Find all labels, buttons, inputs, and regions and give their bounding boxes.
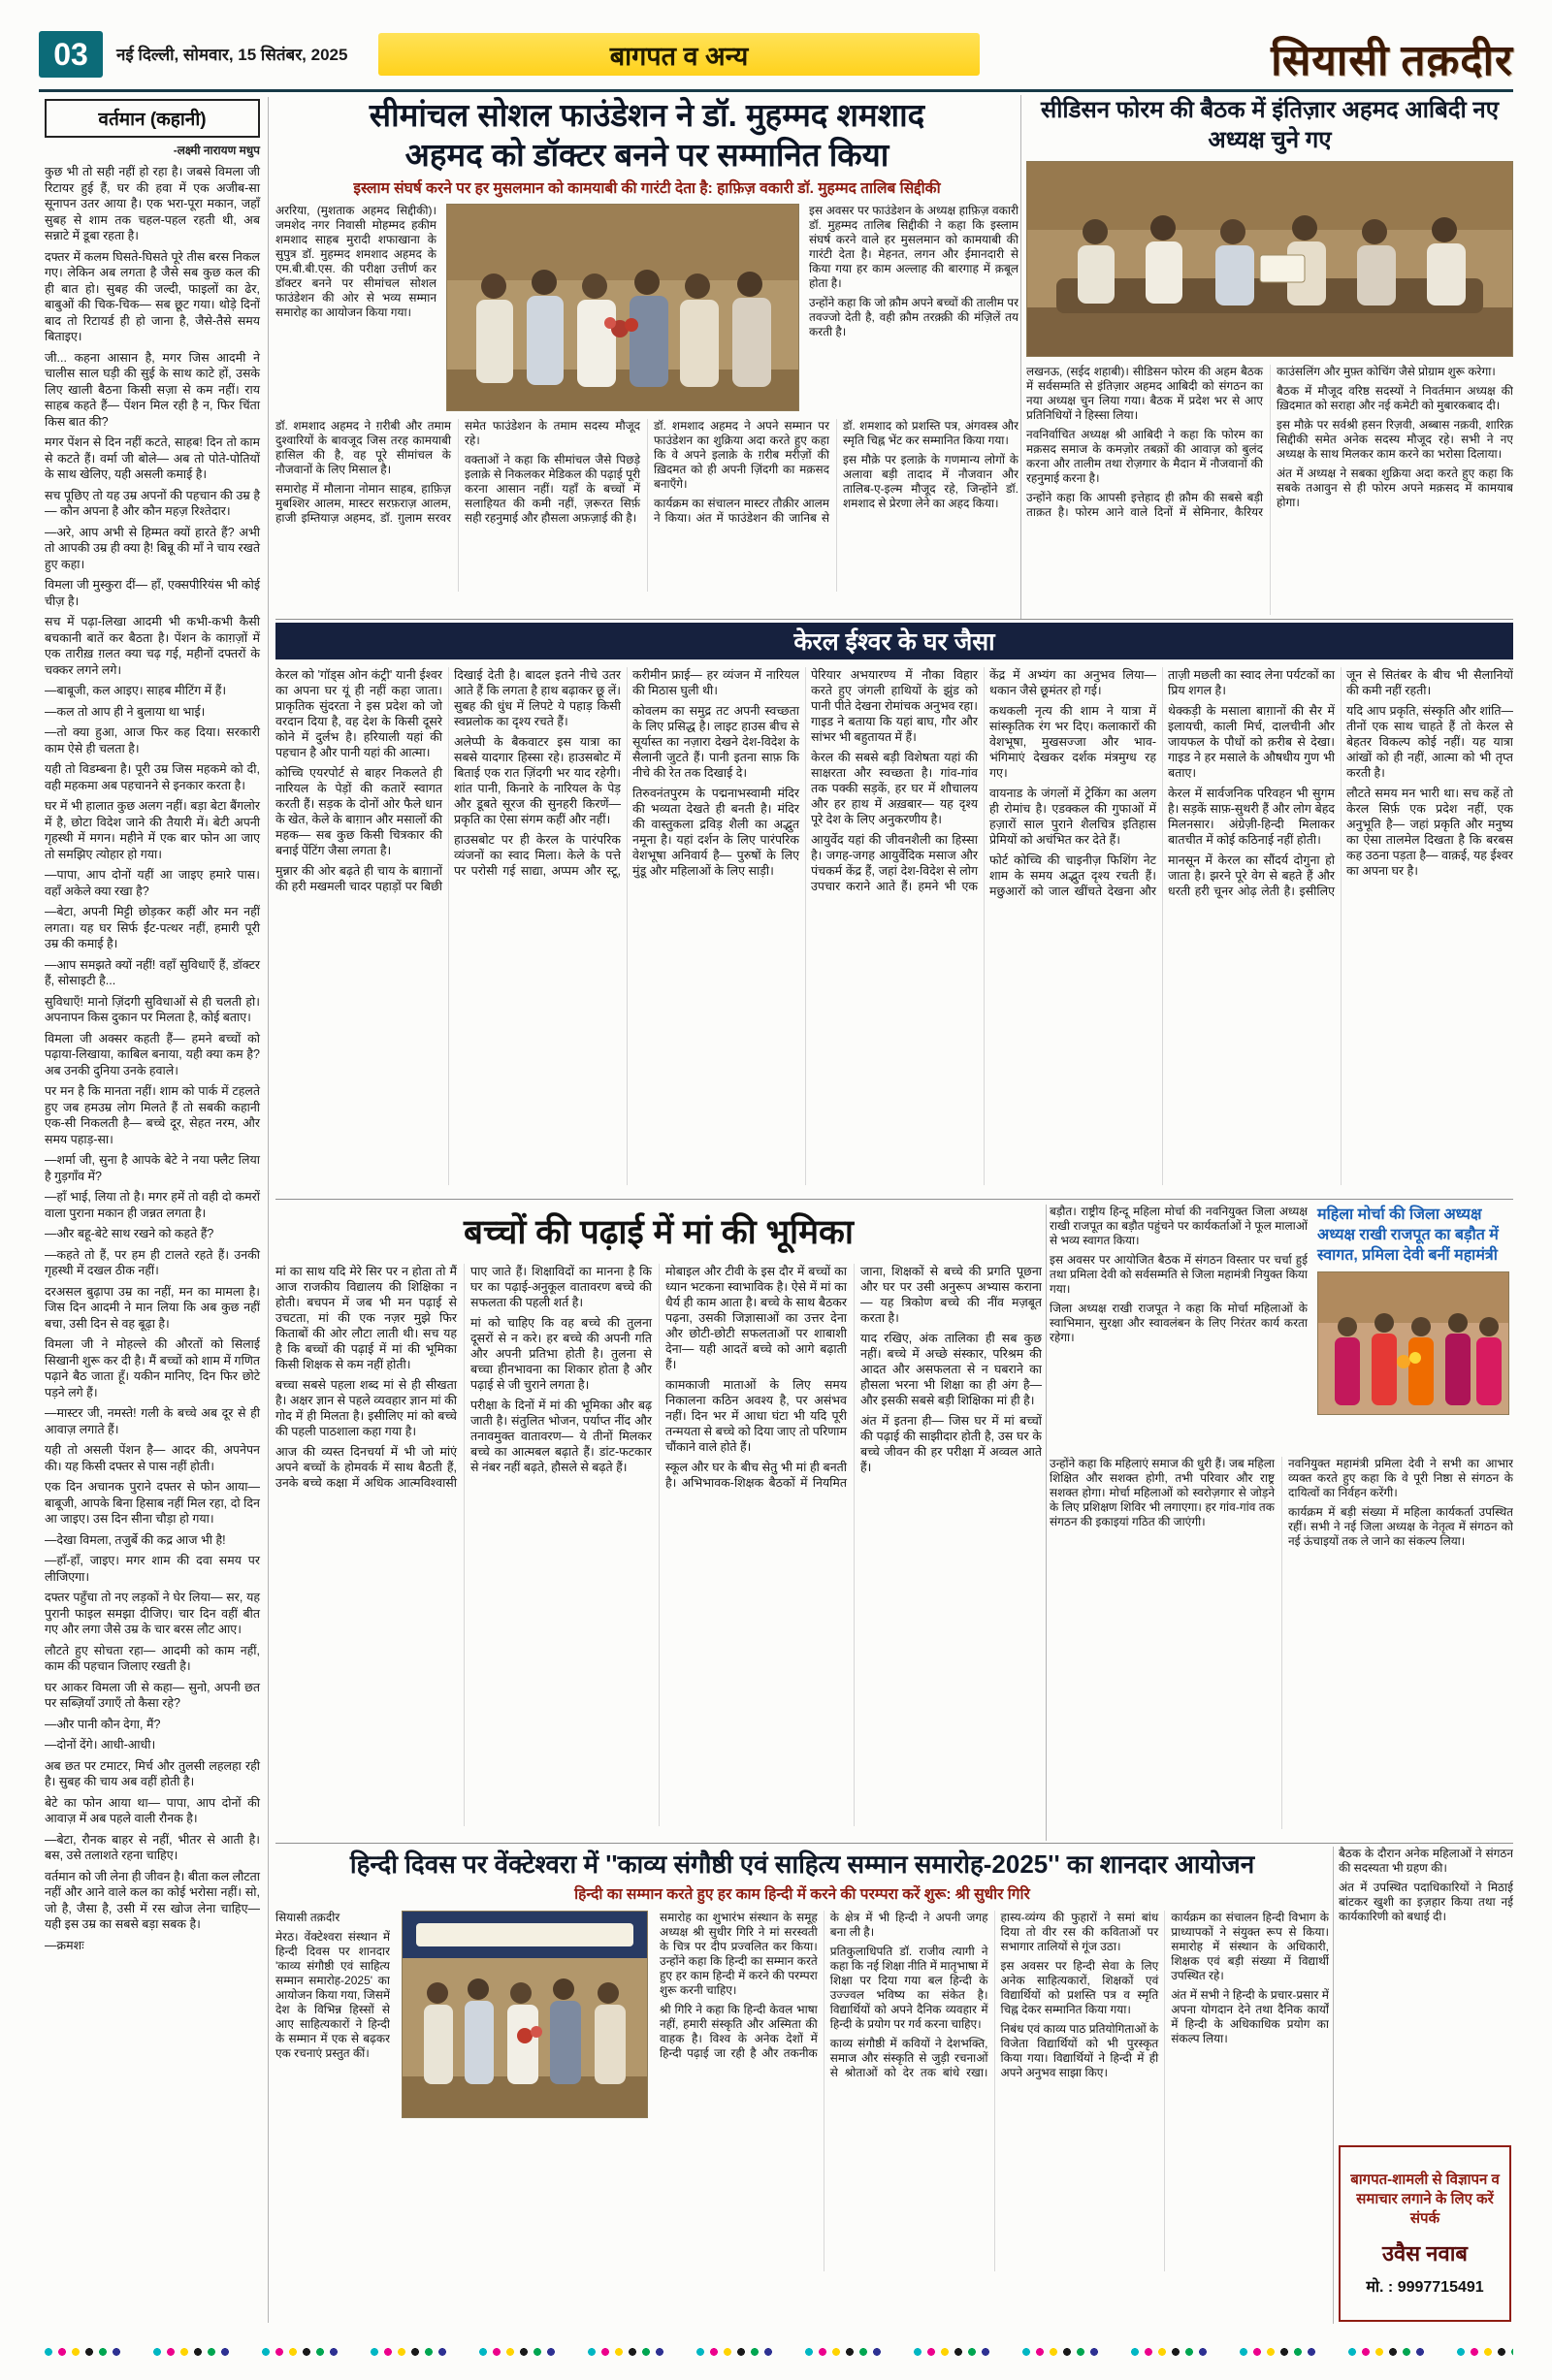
article-hindi-diwas <box>275 1847 1329 2324</box>
masthead-title: सियासी तक़दीर <box>1271 37 1513 84</box>
paragraph: इस मौक़े पर सर्वश्री हसन रिज़वी, अब्बास नक़वी, शारिक़ सिद्दीकी समेत अनेक सदस्य मौजूद रहे। सभी ने नए अध्यक्ष के साथ मिलकर काम करने का भरोसा दिलाया। <box>1277 418 1513 461</box>
page-date: नई दिल्ली, सोमवार, 15 सितंबर, 2025 <box>116 46 348 64</box>
paragraph: तिरुवनंतपुरम के पद्मनाभस्वामी मंदिर की भव्यता देखते ही बनती है। मंदिर की वास्तुकला द्रविड़ शैली का अद्भुत नमूना है। यहां दर्शन के लिए पारंपरिक वेशभूषा अनिवार्य है— पुरुषों के लिए मुंडू और महिलाओं के लिए साड़ी। <box>632 787 799 878</box>
article-mahila-morcha <box>1050 1205 1513 1841</box>
paragraph: इस मौक़े पर इलाक़े के गणमान्य लोगों के अलावा बड़ी तादाद में नौजवान और तालिब-ए-इल्म मौजूद रहे, जिन्होंने डॉ. शमशाद से प्रेरणा लेने का अहद किया। <box>843 453 1018 510</box>
headline: बच्चों की पढ़ाई में मां की भूमिका <box>463 1213 854 1251</box>
article-column <box>275 1911 390 2271</box>
headline-photo-stack <box>1317 1205 1509 1449</box>
paragraph: मुन्नार की ओर बढ़ते ही चाय के बाग़ानों की हरी मखमली चादर पहाड़ों पर बिछी दिखाई देती है। बादल इतने नीचे उतर आते हैं कि लगता है हाथ बढ़ाकर छू लें। सुबह की धुंध में लिपटे ये पहाड़ किसी स्वप्नलोक का दृश्य रचते हैं। <box>275 668 621 893</box>
paragraph: —बेटा, अपनी मिट्टी छोड़कर कहीं और मन नहीं लगता। यह घर सिर्फ ईंट-पत्थर नहीं, हमारी पूरी उम्र की कमाई है। <box>45 905 260 950</box>
paragraph: लौटते हुए सोचता रहा— आदमी को काम नहीं, काम की पहचान जिलाए रखती है। <box>45 1643 260 1673</box>
paragraph: —दोनों देंगे। आधी-आधी। <box>45 1738 156 1752</box>
paragraph: जिला अध्यक्ष राखी राजपूत ने कहा कि मोर्चा महिलाओं के स्वाभिमान, सुरक्षा और स्वावलंबन के लिए निरंतर कार्य करता रहेगा। <box>1050 1302 1308 1344</box>
photo-illustration <box>1318 1272 1508 1414</box>
paragraph: अंत में अध्यक्ष ने सबका शुक्रिया अदा करते हुए कहा कि सबके तआवुन से ही फोरम अपने मक़सद में कामयाब होगा। <box>1277 466 1513 509</box>
kerala-headline-band: केरल ईश्वर के घर जैसा <box>275 623 1513 659</box>
paragraph: यही तो विडम्बना है। पूरी उम्र जिस महकमे को दी, वही महकमा अब पहचानने से इनकार करता है। <box>45 762 260 792</box>
section-divider <box>275 1843 1513 1844</box>
paragraph: —क्रमशः <box>45 1938 84 1952</box>
paragraph: बैठक के दौरान अनेक महिलाओं ने संगठन की सदस्यता भी ग्रहण की। <box>1339 1847 1513 1875</box>
paragraph: इस अवसर पर आयोजित बैठक में संगठन विस्तार पर चर्चा हुई तथा प्रमिला देवी को सर्वसम्मति से जिला महामंत्री नियुक्त किया गया। <box>1050 1253 1308 1296</box>
page-number: 03 <box>39 31 103 78</box>
contact-advert <box>1339 2145 1511 2322</box>
paragraph: —कल तो आप ही ने बुलाया था भाई। <box>45 704 206 719</box>
paragraph: —बाबूजी, कल आइए। साहब मीटिंग में हैं। <box>45 684 227 697</box>
advert-text: बागपत-शामली से विज्ञापन व समाचार लगाने के लिए करें संपर्क <box>1350 2171 1500 2227</box>
paragraph: वायनाड के जंगलों में ट्रेकिंग का अलग ही रोमांच है। एडक्कल की गुफाओं में हज़ारों साल पुराने शैलचित्र इतिहास प्रेमियों को अचंभित कर देते हैं। <box>989 787 1156 847</box>
article-bottom-columns <box>275 419 1018 592</box>
article-mother-role <box>275 1205 1042 1841</box>
paragraph: —हाँ-हाँ, जाइए। मगर शाम की दवा समय पर लीजिएगा। <box>45 1554 260 1584</box>
paragraph: स्कूल और घर के बीच सेतु भी मां ही बनती है। अभिभावक-शिक्षक बैठकों में नियमित जाना, शिक्षकों से बच्चे की प्रगति पूछना और घर पर उसी अनुरूप अभ्यास कराना— यह त्रिकोण बच्चे की नींव मज़बूत करता है। <box>665 1265 1042 1490</box>
section-divider <box>275 1199 1513 1200</box>
paragraph: डॉ. शमशाद अहमद ने ग़रीबी और तमाम दुश्वारियों के बावजूद जिस तरह कामयाबी हासिल की है, वह पूरे सीमांचल के नौजवानों के लिए मिसाल है। <box>275 419 451 476</box>
paragraph: —मास्टर जी, नमस्ते! गली के बच्चे अब दूर से ही आवाज़ लगाते हैं। <box>45 1406 260 1436</box>
article-top-row <box>275 204 1018 411</box>
article-seemanchal <box>275 95 1018 619</box>
paragraph: दरअसल बुढ़ापा उम्र का नहीं, मन का मामला है। जिस दिन आदमी ने मान लिया कि अब कुछ नहीं बचा, उसी दिन से वह बूढ़ा है। <box>45 1284 260 1331</box>
story-byline: -लक्ष्मी नारायण मधुप <box>173 144 260 157</box>
paragraph: पर मन है कि मानता नहीं। शाम को पार्क में टहलते हुए जब हमउम्र लोग मिलते हैं तो सबकी कहानी एक-सी निकलती है— बच्चे दूर, सेहत नरम, और समय पहाड़-सा। <box>45 1084 260 1146</box>
story-body <box>39 164 266 2298</box>
paragraph: श्री गिरि ने कहा कि हिन्दी केवल भाषा नहीं, हमारी संस्कृति और अस्मिता की वाहक है। विश्व के अनेक देशों में हिन्दी पढ़ाई जा रही है और तकनीक के क्षेत्र में भी हिन्दी ने अपनी जगह बना ली है। <box>660 1911 988 2060</box>
article-columns <box>1026 365 1513 615</box>
paragraph: समारोह में मौलाना नोमान साहब, हाफ़िज़ मुबश्शिर आलम, मास्टर सरफ़राज़ आलम, हाजी इम्तियाज़ अहमद, डॉ. ग़ुलाम सरवर समेत फाउंडेशन के तमाम सदस्य मौजूद रहे। <box>275 419 640 525</box>
paragraph: जी... कहना आसान है, मगर जिस आदमी ने चालीस साल घड़ी की सुई के साथ काटे हों, उसके लिए खाली बैठना किसी सज़ा से कम नहीं। राय साहब कहते हैं— पेंशन मिल रही है न, फिर चिंता किस बात की? <box>45 350 260 429</box>
paragraph: इस अवसर पर फाउंडेशन के अध्यक्ष हाफ़िज़ वकारी डॉ. मुहम्मद तालिब सिद्दीकी ने कहा कि इस्लाम संघर्ष करने वाले हर मुसलमान को कामयाबी की गारंटी देता है। मेहनत, लगन और ईमानदारी से किया गया हर काम अल्लाह की बारगाह में क़बूल होता है। <box>809 204 1018 290</box>
headline: हिन्दी दिवस पर वेंक्टेश्वरा में ''काव्य संगौष्ठी एवं साहित्य सम्मान समारोह-2025'' का शानदार आयोजन <box>349 1849 1255 1879</box>
paragraph: मगर पेंशन से दिन नहीं कटते, साहब! दिन तो काम से कटते हैं। वर्मा जी बोले— अब तो पोते-पोतियों के साथ खेलिए, यही असली कमाई है। <box>45 435 260 481</box>
story-title: वर्तमान (कहानी) <box>45 99 260 138</box>
headline-line1: सीमांचल सोशल फाउंडेशन ने डॉ. मुहम्मद शमशाद <box>369 97 925 133</box>
subheadline: इस्लाम संघर्ष करने पर हर मुसलमान को कामयाबी की गारंटी देता है: हाफ़िज़ वकारी डॉ. मुहम्मद तालिब सिद्दीकी <box>353 180 941 197</box>
paragraph: अंत में सभी ने हिन्दी के प्रचार-प्रसार में अपना योगदान देने तथा दैनिक कार्यों में हिन्दी के अधिकाधिक प्रयोग का संकल्प लिया। <box>1171 1988 1329 2045</box>
paragraph: हाउसबोट पर ही केरल के पारंपरिक व्यंजनों का स्वाद मिला। केले के पत्ते पर परोसी गई साद्या, अप्पम और स्टू, करीमीन फ्राई— हर व्यंजन में नारियल की मिठास घुली थी। <box>454 668 799 878</box>
paragraph: अंत में उपस्थित पदाधिकारियों ने मिठाई बांटकर खुशी का इज़हार किया तथा नई कार्यकारिणी को बधाई दी। <box>1339 1881 1513 1923</box>
section-divider <box>275 619 1513 620</box>
paragraph: बेटे का फोन आया था— पापा, आप दोनों की आवाज़ में अब पहले वाली रौनक है। <box>45 1795 260 1825</box>
paragraph: वक्ताओं ने कहा कि सीमांचल जैसे पिछड़े इलाक़े से निकलकर मेडिकल की पढ़ाई पूरी करना आसान नहीं। यहाँ के बच्चों में सलाहियत की कमी नहीं, ज़रूरत सिर्फ़ सही रहनुमाई और हौसला अफ़ज़ाई की है। <box>465 453 640 525</box>
paragraph: इस अवसर पर हिन्दी सेवा के लिए अनेक साहित्यकारों, शिक्षकों एवं विद्यार्थियों को प्रशस्ति पत्र व स्मृति चिह्न देकर सम्मानित किया गया। <box>1000 1959 1159 2016</box>
paragraph: फोर्ट कोच्चि की चाइनीज़ फिशिंग नेट शाम के समय अद्भुत दृश्य रचती हैं। मछुआरों को जाल खींचते देखना और ताज़ी मछली का स्वाद लेना पर्यटकों का प्रिय शगल है। <box>989 668 1335 898</box>
article-top-row <box>1050 1205 1513 1449</box>
paragraph: यही तो असली पेंशन है— आदर की, अपनेपन की। यह किसी दफ्तर से पास नहीं होती। <box>45 1443 260 1473</box>
paragraph: कोच्चि एयरपोर्ट से बाहर निकलते ही नारियल के पेड़ों की कतारें स्वागत करती हैं। सड़क के दोनों ओर फैले धान के खेत, केले के बाग़ान और मसालों की महक— सब कुछ किसी चित्रकार की बनाई पेंटिंग जैसा लगता है। <box>275 766 442 857</box>
paragraph: मोबाइल और टीवी के इस दौर में बच्चों का ध्यान भटकना स्वाभाविक है। ऐसे में मां का धैर्य ही काम आता है। बच्चे के साथ बैठकर पढ़ना, उसकी जिज्ञासाओं का उत्तर देना और छोटी-छोटी सफलताओं पर शाबाशी देना— यही आदतें बच्चे को आगे बढ़ाती हैं। <box>665 1265 847 1371</box>
article-columns <box>275 667 1513 1185</box>
headline: सीडिसन फोरम की बैठक में इंतिज़ार अहमद आबिदी नए अध्यक्ष चुने गए <box>1040 97 1500 153</box>
paragraph: प्रतिकुलाधिपति डॉ. राजीव त्यागी ने कहा कि नई शिक्षा नीति में मातृभाषा में शिक्षा पर दिया गया बल हिन्दी के उज्ज्वल भविष्य का संकेत है। विद्यार्थियों को अपने दैनिक व्यवहार में हिन्दी के प्रयोग पर गर्व करना चाहिए। <box>829 1945 988 2031</box>
advert-phone-number: मो. : 9997715491 <box>1366 2279 1484 2296</box>
paragraph: नवनियुक्त महामंत्री प्रमिला देवी ने सभी का आभार व्यक्त करते हुए कहा कि वे पूरी निष्ठा से संगठन के दायित्वों का निर्वहन करेंगी। <box>1288 1457 1513 1499</box>
subheadline: हिन्दी का सम्मान करते हुए हर काम हिन्दी में करने की परम्परा करें शुरू: श्री सुधीर गिरि <box>574 1886 1030 1903</box>
paragraph: —बेटा, रौनक बाहर से नहीं, भीतर से आती है। बस, उसे तलाशते रहना चाहिए। <box>45 1832 260 1862</box>
paragraph: —तो क्या हुआ, आज फिर कह दिया। सरकारी काम ऐसे ही चलता है। <box>45 725 260 756</box>
paragraph: —और पानी कौन देगा, मैं? <box>45 1717 161 1731</box>
paragraph: निबंध एवं काव्य पाठ प्रतियोगिताओं के विजेता विद्यार्थियों को भी पुरस्कृत किया गया। विद्यार्थियों ने हिन्दी में ही अपने अनुभव साझा किए। <box>1000 2022 1159 2079</box>
paragraph: विमला जी मुस्कुरा दीं— हाँ, एक्सपीरियंस भी कोई चीज़ है। <box>45 578 260 608</box>
paragraph: थेक्कड़ी के मसाला बाग़ानों की सैर में इलायची, काली मिर्च, दालचीनी और जायफल के पौधों को क़रीब से देखा। गाइड ने हर मसाले के औषधीय गुण भी बताए। <box>1168 704 1335 780</box>
paragraph: घर आकर विमला जी से कहा— सुनो, अपनी छत पर सब्ज़ियाँ उगाएँ तो कैसा रहे? <box>45 1680 260 1710</box>
article-kerala <box>275 623 1513 1193</box>
paragraph: नवनिर्वाचित अध्यक्ष श्री आबिदी ने कहा कि फोरम का मक़सद समाज के कमज़ोर तबक़ों की आवाज़ को बुलंद करना और तालीम तथा रोज़गार के मैदान में नौजवानों की रहनुमाई करना है। <box>1026 428 1263 485</box>
photo-illustration <box>447 205 798 410</box>
header-divider <box>39 89 1513 92</box>
paragraph: आज की व्यस्त दिनचर्या में भी जो मांएं अपने बच्चों के होमवर्क में साथ बैठती हैं, उनके बच्चे कक्षा में अधिक आत्मविश्वासी पाए जाते हैं। शिक्षाविदों का मानना है कि घर का पढ़ाई-अनुकूल वातावरण बच्चे की सफलता की पहली शर्त है। <box>275 1265 652 1490</box>
paragraph: लखनऊ, (सईद शहाबी)। सीडिसन फोरम की अहम बैठक में सर्वसम्मति से इंतिज़ार अहमद आबिदी को संगठन का नया अध्यक्ष चुन लिया गया। बैठक में प्रदेश भर से आए प्रतिनिधियों ने हिस्सा लिया। <box>1026 365 1263 422</box>
paragraph: परीक्षा के दिनों में मां की भूमिका और बढ़ जाती है। संतुलित भोजन, पर्याप्त नींद और तनावमुक्त वातावरण— ये तीनों मिलकर बच्चे का आत्मबल बढ़ाते हैं। डांट-फटकार से नंबर नहीं बढ़ते, हौसले से बढ़ते हैं। <box>470 1399 652 1474</box>
mahila-continuation-column <box>1339 1847 1513 2138</box>
paragraph: सच पूछिए तो यह उम्र अपनों की पहचान की उम्र है— कौन अपना है और कौन महज़ रिश्तेदार। <box>45 488 260 518</box>
paragraph: दफ्तर पहुँचा तो नए लड़कों ने घेर लिया— सर, यह पुरानी फाइल समझा दीजिए। चार दिन वहीं बीत गए और लगा जैसे उम्र के चार बरस लौट आए। <box>45 1591 260 1636</box>
paragraph: बड़ौत। राष्ट्रीय हिन्दू महिला मोर्चा की नवनियुक्त जिला अध्यक्ष राखी राजपूत का बड़ौत पहुंचने पर कार्यकर्ताओं ने फूल मालाओं से भव्य स्वागत किया। <box>1050 1205 1308 1247</box>
paragraph: केरल को 'गॉड्स ओन कंट्री' यानी ईश्वर का अपना घर यूं ही नहीं कहा जाता। प्राकृतिक सुंदरता ने इस प्रदेश को जो वरदान दिया है, वह देश के किसी दूसरे कोने में दुर्लभ है। हरियाली यहां की पहचान है और पानी यहां की आत्मा। <box>275 668 442 759</box>
article-column <box>275 204 436 411</box>
paragraph: पेरियार अभयारण्य में नौका विहार करते हुए जंगली हाथियों के झुंड को पानी पीते देखना रोमांचक अनुभव रहा। गाइड ने बताया कि यहां बाघ, गौर और सांभर भी बहुतायत में हैं। <box>811 668 978 744</box>
paragraph: दफ्तर में कलम घिसते-घिसते पूरे तीस बरस निकल गए। लेकिन अब लगता है जैसे सब कुछ कल की ही बात हो। सुबह की जल्दी, फाइलों का ढेर, बाबुओं की चिक-चिक— सब छूट गया। थोड़े दिनों बाद तो रिटायर्ड ही हो जाना है, जैसे-तैसे समय बिताइए। <box>45 249 260 343</box>
paragraph: —देखा विमला, तजुर्बे की कद्र आज भी है! <box>45 1532 226 1547</box>
section-badge: बागपत व अन्य <box>378 33 980 76</box>
paragraph: उन्होंने कहा कि आपसी इत्तेहाद ही क़ौम की सबसे बड़ी ताक़त है। फोरम आने वाले दिनों में सेमिनार, कैरियर काउंसलिंग और मुफ़्त कोचिंग जैसे प्रोग्राम शुरू करेगा। <box>1026 365 1496 519</box>
paragraph: उन्होंने कहा कि महिलाएं समाज की धुरी हैं। जब महिला शिक्षित और सशक्त होगी, तभी परिवार और राष्ट्र सशक्त होगा। मोर्चा महिलाओं को स्वरोज़गार से जोड़ने के लिए प्रशिक्षण शिविर भी लगाएगा। हर गांव-गांव तक संगठन की इकाइयां गठित की जाएंगी। <box>1050 1457 1275 1528</box>
paragraph: घर में भी हालात कुछ अलग नहीं। बड़ा बेटा बैंगलोर में है, छोटा विदेश जाने की तैयारी में। बेटी अपनी गृहस्थी में मगन। महीने में एक बार फोन आ जाए तो समझिए त्योहार हो गया। <box>45 799 260 861</box>
article-column <box>1050 1205 1308 1449</box>
paragraph: सुविधाएँ! मानो ज़िंदगी सुविधाओं से ही चलती हो। अपनापन किस दुकान पर मिलता है, कोई बताए। <box>45 994 260 1024</box>
paragraph: कार्यक्रम का संचालन हिन्दी विभाग के प्राध्यापकों ने संयुक्त रूप से किया। समारोह में संस्थान के अधिकारी, शिक्षक एवं बड़ी संख्या में विद्यार्थी उपस्थित रहे। <box>1171 1911 1329 1982</box>
paragraph: —और बहू-बेटे साथ रखने को कहते हैं? <box>45 1227 214 1240</box>
story-column <box>39 97 266 2323</box>
paragraph: —हाँ भाई, लिया तो है। मगर हमें तो वही दो कमरों वाला पुराना मकान ही जन्नत लगता है। <box>45 1190 260 1220</box>
paragraph: —आप समझते क्यों नहीं! वहाँ सुविधाएँ हैं, डॉक्टर हैं, सोसाइटी है... <box>45 957 260 987</box>
article-columns <box>660 1911 1329 2271</box>
paragraph: लौटते समय मन भारी था। सच कहें तो केरल सिर्फ़ एक प्रदेश नहीं, एक अनुभूति है— जहां प्रकृति और मनुष्य का ऐसा तालमेल दिखता है कि बरबस कह उठना पड़ता है— वाक़ई, यह ईश्वर का अपना घर है। <box>1346 787 1513 878</box>
photo-illustration <box>403 1912 647 2117</box>
paragraph: डॉ. शमशाद अहमद ने अपने सम्मान पर फाउंडेशन का शुक्रिया अदा करते हुए कहा कि वे अपने इलाक़े के ग़रीब मरीज़ों की ख़िदमत को ही अपनी ज़िंदगी का मक़सद बनाएँगे। <box>654 419 829 491</box>
article-bottom-columns <box>1050 1457 1513 1829</box>
column-divider <box>1333 1847 1334 2324</box>
column-divider <box>1020 95 1021 619</box>
paragraph: वर्तमान को जी लेना ही जीवन है। बीता कल लौटता नहीं और आने वाले कल का कोई भरोसा नहीं। सो, जो है, जैसा है, उसी में रस खोज लेना चाहिए— यही इस उम्र का सबसे बड़ा सबक है। <box>45 1869 260 1931</box>
paragraph: कुछ भी तो सही नहीं हो रहा है। जबसे विमला जी रिटायर हुई हैं, घर की हवा में एक अजीब-सा सूनापन उतर आया है। एक भरा-पूरा मकान, जहाँ सुबह से शाम तक चहल-पहल रहती थी, अब सन्नाटे में डूबा रहता है। <box>45 165 260 242</box>
paragraph: केरल में सार्वजनिक परिवहन भी सुगम है। सड़कें साफ़-सुथरी हैं और लोग बेहद मिलनसार। अंग्रेज़ी-हिन्दी मिलाकर बातचीत में कोई कठिनाई नहीं होती। <box>1168 787 1335 847</box>
paragraph: विमला जी ने मोहल्ले की औरतों को सिलाई सिखानी शुरू कर दी है। मैं बच्चों को शाम में गणित पढ़ाने बैठ जाता हूँ। यकीन मानिए, दिन फिर छोटे पड़ने लगे हैं। <box>45 1337 260 1399</box>
paragraph: विमला जी अक्सर कहती हैं— हमने बच्चों को पढ़ाया-लिखाया, काबिल बनाया, यही क्या कम है? अब उनकी दुनिया उनके हवाले। <box>45 1031 260 1077</box>
paragraph: एक दिन अचानक पुराने दफ्तर से फोन आया— बाबूजी, आपके बिना हिसाब नहीं मिल रहा, दो दिन आ जाइए। उस दिन सीना चौड़ा हो गया। <box>45 1480 260 1526</box>
paragraph: अररिया, (मुशताक अहमद सिद्दीकी)। जमशेद नगर निवासी मोहम्मद हकीम शमशाद साहब मुरादी शफाखाना के सुपुत्र डॉ. मुहम्मद शमशाद अहमद के एम.बी.बी.एस. की परीक्षा उत्तीर्ण कर डॉक्टर बनने पर सीमांचल सोशल फाउंडेशन की ओर से भव्य सम्मान समारोह का आयोजन किया गया। <box>275 204 436 319</box>
photo-illustration <box>1027 162 1512 356</box>
column-divider <box>1046 1205 1047 1841</box>
paragraph: मानसून में केरल का सौंदर्य दोगुना हो जाता है। झरने पूरे वेग से बहते हैं और धरती हरी चूनर ओढ़ लेती है। इसीलिए जून से सितंबर के बीच भी सैलानियों की कमी नहीं रहती। <box>1168 668 1513 898</box>
seminar-photo <box>402 1911 648 2118</box>
paragraph: —पापा, आप दोनों यहीं आ जाइए हमारे पास। वहाँ अकेले क्या रखा है? <box>45 868 260 898</box>
paragraph: मां का साथ यदि मेरे सिर पर न होता तो मैं आज राजकीय विद्यालय की शिक्षिका न होती। बचपन में जब भी मन पढ़ाई से उचटता, मां की एक नज़र मुझे फिर किताबों की ओर लौटा लाती थी। सच यह है कि बच्चों की पढ़ाई में मां की भूमिका किसी शिक्षक से कम नहीं होती। <box>275 1265 457 1371</box>
paragraph: कार्यक्रम का संचालन मास्टर तौक़ीर आलम ने किया। अंत में फाउंडेशन की जानिब से डॉ. शमशाद को प्रशस्ति पत्र, अंगवस्त्र और स्मृति चिह्न भेंट कर सम्मानित किया गया। <box>654 419 1018 525</box>
paragraph: कथकली नृत्य की शाम ने यात्रा में सांस्कृतिक रंग भर दिए। कलाकारों की वेशभूषा, मुखसज्जा और भाव-भंगिमाएं देखकर दर्शक मंत्रमुग्ध रह गए। <box>989 704 1156 780</box>
article-columns <box>275 1264 1042 1826</box>
column-divider <box>268 97 269 2323</box>
paragraph: सियासी तक़दीर <box>275 1911 340 1924</box>
headline: महिला मोर्चा की जिला अध्यक्ष अध्यक्ष राखी राजपूत का बड़ौत में स्वागत, प्रमिला देवी बनीं महामंत्री <box>1317 1206 1499 1264</box>
paragraph: कोवलम का समुद्र तट अपनी स्वच्छता के लिए प्रसिद्ध है। लाइट हाउस बीच से सूर्यास्त का नज़ारा देखने देश-विदेश के सैलानी जुटते हैं। पानी इतना साफ़ कि नीचे की रेत तक दिखाई दे। <box>632 704 799 780</box>
paragraph: मां को चाहिए कि वह बच्चे की तुलना दूसरों से न करे। हर बच्चे की अपनी गति और अपनी प्रतिभा होती है। तुलना से बच्चा हीनभावना का शिकार होता है और पढ़ाई से जी चुराने लगता है। <box>470 1316 652 1392</box>
paragraph: काव्य संगौष्ठी में कवियों ने देशभक्ति, समाज और संस्कृति से जुड़ी रचनाओं से श्रोताओं को देर तक बांधे रखा। हास्य-व्यंग्य की फुहारों ने समां बांध दिया तो वीर रस की कविताओं पर सभागार तालियों से गूंज उठा। <box>829 1911 1159 2079</box>
honor-ceremony-photo <box>446 204 799 411</box>
paragraph: बच्चा सबसे पहला शब्द मां से ही सीखता है। अक्षर ज्ञान से पहले व्यवहार ज्ञान मां की गोद में ही मिलता है। इसीलिए मां को बच्चे की पहली पाठशाला कहा गया है। <box>275 1378 457 1438</box>
forum-meeting-photo <box>1026 161 1513 357</box>
paragraph: केरल की सबसे बड़ी विशेषता यहां की साक्षरता और स्वच्छता है। गांव-गांव तक पक्की सड़कें, हर घर में शौचालय और हर हाथ में अख़बार— यह दृश्य पूरे देश के लिए अनुकरणीय है। <box>811 751 978 826</box>
paragraph: बैठक में मौजूद वरिष्ठ सदस्यों ने निवर्तमान अध्यक्ष की ख़िदमात को सराहा और नई कमेटी को मुबारकबाद दी। <box>1277 384 1513 412</box>
welcome-ceremony-photo <box>1317 1271 1509 1415</box>
headline-line2: अहमद को डॉक्टर बनने पर सम्मानित किया <box>404 137 889 173</box>
paragraph: अब छत पर टमाटर, मिर्च और तुलसी लहलहा रही है। सुबह की चाय अब वहीं होती है। <box>45 1758 260 1788</box>
page-header <box>39 29 1513 83</box>
paragraph: —कहते तो हैं, पर हम ही टालते रहते हैं। उनकी गृहस्थी में दखल ठीक नहीं। <box>45 1247 260 1277</box>
paragraph: समारोह का शुभारंभ संस्थान के समूह अध्यक्ष श्री सुधीर गिरि ने मां सरस्वती के चित्र पर दीप प्रज्वलित कर किया। उन्होंने कहा कि हिन्दी का सम्मान करते हुए हर काम हिन्दी में करने की परम्परा शुरू करनी चाहिए। <box>660 1911 818 1997</box>
paragraph: अलेप्पी के बैकवाटर इस यात्रा का सबसे यादगार हिस्सा रहे। हाउसबोट में बिताई एक रात ज़िंदगी भर याद रहेगी। शांत पानी, किनारे के नारियल के पेड़ और डूबते सूरज की सुनहरी किरणें— प्रकृति का ऐसा संगम कहीं और नहीं। <box>454 735 621 826</box>
article-cdsn-forum <box>1026 95 1513 619</box>
paragraph: यदि आप प्रकृति, संस्कृति और शांति— तीनों एक साथ चाहते हैं तो केरल से बेहतर विकल्प कोई नहीं। यह यात्रा आंखों को ही नहीं, आत्मा को भी तृप्त करती है। <box>1346 704 1513 780</box>
paragraph: अंत में इतना ही— जिस घर में मां बच्चों की पढ़ाई की साझीदार होती है, उस घर के बच्चे जीवन की हर परीक्षा में अव्वल आते हैं। <box>860 1414 1042 1474</box>
advert-contact-name: उवैस नवाब <box>1382 2241 1468 2266</box>
paragraph: कामकाजी माताओं के लिए समय निकालना कठिन अवश्य है, पर असंभव नहीं। दिन भर में आधा घंटा भी यदि पूरी तन्मयता से बच्चे को दिया जाए तो परिणाम चौंकाने वाले होते हैं। <box>665 1378 847 1454</box>
paragraph: याद रखिए, अंक तालिका ही सब कुछ नहीं। बच्चे में अच्छे संस्कार, परिश्रम की आदत और असफलता से न घबराने का हौसला भरना भी शिक्षा का ही अंग है— और इसकी सबसे बड़ी शिक्षिका मां ही है। <box>860 1332 1042 1407</box>
paragraph: —अरे, आप अभी से हिम्मत क्यों हारते हैं? अभी तो आपकी उम्र ही क्या है! बिन्नू की माँ ने चाय रखते हुए कहा। <box>45 525 260 571</box>
color-registration-marks <box>39 2341 1513 2363</box>
article-body-row <box>275 1911 1329 2271</box>
paragraph: आयुर्वेद यहां की जीवनशैली का हिस्सा है। जगह-जगह आयुर्वेदिक मसाज और पंचकर्म केंद्र हैं, जहां देश-विदेश से लोग उपचार कराने आते हैं। हमने भी एक केंद्र में अभ्यंग का अनुभव लिया— थकान जैसे छूमंतर हो गई। <box>811 668 1156 893</box>
paragraph: सच में पढ़ा-लिखा आदमी भी कभी-कभी कैसी बचकानी बातें कर बैठता है। पेंशन के काग़ज़ों में एक तारीख़ ग़लत क्या चढ़ गई, महीनों दफ्तरों के चक्कर लगने लगे। <box>45 615 260 677</box>
paragraph: —शर्मा जी, सुना है आपके बेटे ने नया फ्लैट लिया है गुड़गाँव में? <box>45 1153 260 1183</box>
paragraph: कार्यक्रम में बड़ी संख्या में महिला कार्यकर्ता उपस्थित रहीं। सभी ने नई जिला अध्यक्ष के नेतृत्व में संगठन को नई ऊंचाइयों तक ले जाने का संकल्प लिया। <box>1288 1505 1513 1548</box>
paragraph: उन्होंने कहा कि जो क़ौम अपने बच्चों की तालीम पर तवज्जो देती है, वही क़ौम तरक़्क़ी की मंज़िलें तय करती है। <box>809 296 1018 338</box>
article-column <box>809 204 1018 411</box>
paragraph: मेरठ। वेंक्टेश्वरा संस्थान में हिन्दी दिवस पर शानदार 'काव्य संगौष्ठी एवं साहित्य सम्मान समारोह-2025' का आयोजन किया गया, जिसमें देश के विभिन्न हिस्सों से आए साहित्यकारों ने हिन्दी के सम्मान में एक से बढ़कर एक रचनाएं प्रस्तुत कीं। <box>275 1930 390 2060</box>
